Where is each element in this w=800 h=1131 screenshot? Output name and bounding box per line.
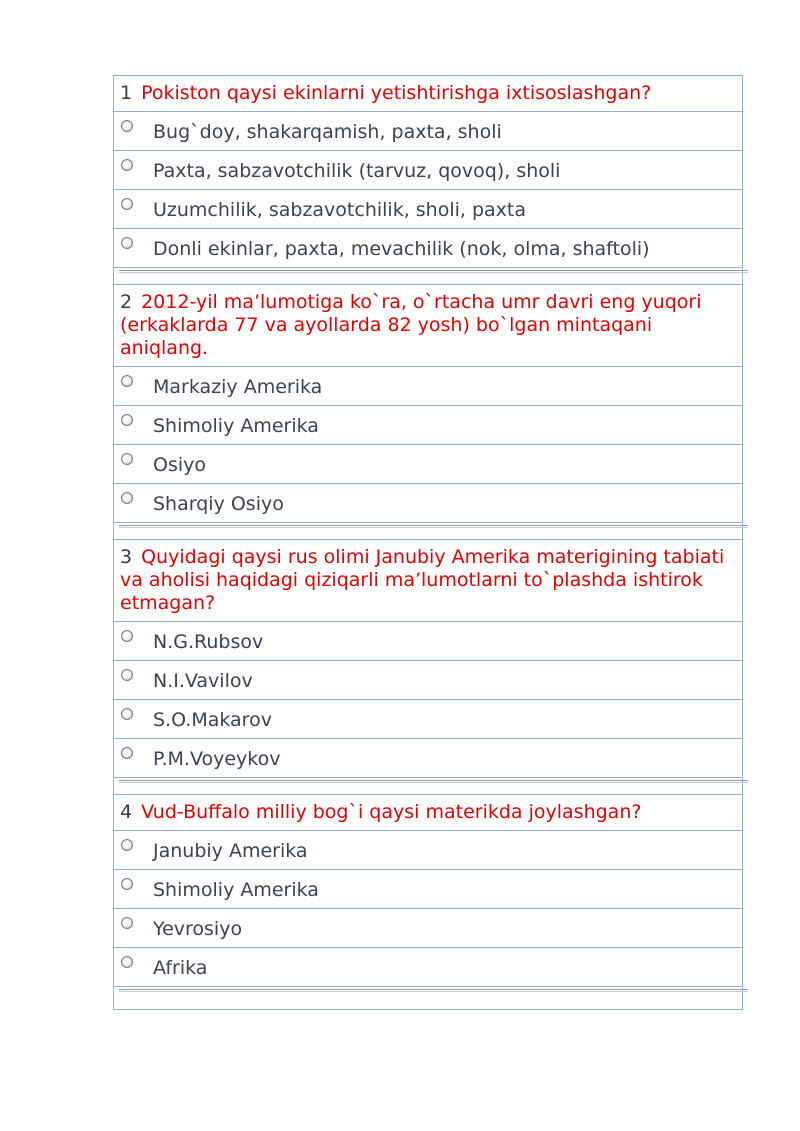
divider-line [119, 989, 748, 992]
divider-line [119, 270, 748, 273]
question-2 [114, 285, 742, 367]
radio-button-icon[interactable] [121, 375, 133, 387]
answer-option[interactable] [114, 700, 742, 739]
radio-button-icon[interactable] [121, 917, 133, 929]
answer-option-label: Shimoliy Amerika [153, 879, 319, 901]
answer-option-label: Donli ekinlar, paxta, mevachilik (nok, olma, shaftoli) [153, 238, 650, 260]
answer-option[interactable] [114, 190, 742, 229]
answer-option-label: Afrika [153, 957, 208, 979]
question-text: Quyidagi qaysi rus olimi Janubiy Amerika materigining tabiati va aholisi haqidagi qiziqarli ma’lumotlarni to`plashda ishtirok etmagan? [120, 546, 725, 614]
radio-button-icon[interactable] [121, 120, 133, 132]
answer-option[interactable] [114, 909, 742, 948]
question-separator [114, 523, 742, 540]
question-text: 2012-yil ma’lumotiga ko`ra, o`rtacha umr davri eng yuqori (erkaklarda 77 va ayollarda 82 yosh) bo`lgan mintaqani aniqlang. [120, 291, 702, 359]
radio-button-icon[interactable] [121, 708, 133, 720]
answer-option-label: P.M.Voyeykov [153, 748, 281, 770]
question-separator [114, 778, 742, 795]
answer-option[interactable] [114, 948, 742, 987]
radio-button-icon[interactable] [121, 878, 133, 890]
answer-option[interactable] [114, 484, 742, 523]
answer-option[interactable] [114, 661, 742, 700]
answer-option[interactable] [114, 367, 742, 406]
answer-option-label: N.G.Rubsov [153, 631, 264, 653]
radio-button-icon[interactable] [121, 453, 133, 465]
radio-button-icon[interactable] [121, 956, 133, 968]
answer-option-label: Paxta, sabzavotchilik (tarvuz, qovoq), sholi [153, 160, 561, 182]
question-separator [114, 268, 742, 285]
question-4 [114, 795, 742, 831]
question-3 [114, 540, 742, 622]
radio-button-icon[interactable] [121, 159, 133, 171]
radio-button-icon[interactable] [121, 414, 133, 426]
answer-option-label: Uzumchilik, sabzavotchilik, sholi, paxta [153, 199, 527, 221]
question-number: 4 [120, 801, 133, 823]
radio-button-icon[interactable] [121, 492, 133, 504]
answer-option[interactable] [114, 112, 742, 151]
radio-button-icon[interactable] [121, 237, 133, 249]
radio-button-icon[interactable] [121, 669, 133, 681]
answer-option[interactable] [114, 445, 742, 484]
radio-button-icon[interactable] [121, 198, 133, 210]
question-number: 1 [120, 82, 133, 104]
divider-line [119, 525, 748, 528]
quiz-table [113, 75, 743, 1010]
answer-option[interactable] [114, 739, 742, 778]
answer-option-label: N.I.Vavilov [153, 670, 253, 692]
radio-button-icon[interactable] [121, 839, 133, 851]
answer-option[interactable] [114, 406, 742, 445]
answer-option[interactable] [114, 229, 742, 268]
answer-option-label: Bug`doy, shakarqamish, paxta, sholi [153, 121, 502, 143]
divider-line [119, 780, 748, 783]
answer-option-label: Osiyo [153, 454, 207, 476]
answer-option[interactable] [114, 870, 742, 909]
question-number: 3 [120, 546, 133, 568]
answer-option-label: Yevrosiyo [153, 918, 243, 940]
question-number: 2 [120, 291, 133, 313]
radio-button-icon[interactable] [121, 747, 133, 759]
question-separator [114, 987, 742, 1010]
answer-option-label: Shimoliy Amerika [153, 415, 319, 437]
answer-option-label: S.O.Makarov [153, 709, 272, 731]
radio-button-icon[interactable] [121, 630, 133, 642]
answer-option[interactable] [114, 622, 742, 661]
answer-option[interactable] [114, 831, 742, 870]
answer-option-label: Janubiy Amerika [153, 840, 308, 862]
question-text: Vud-Buffalo milliy bog`i qaysi materikda joylashgan? [141, 801, 642, 823]
answer-option-label: Markaziy Amerika [153, 376, 323, 398]
question-1 [114, 76, 742, 112]
answer-option-label: Sharqiy Osiyo [153, 493, 284, 515]
answer-option[interactable] [114, 151, 742, 190]
question-text: Pokiston qaysi ekinlarni yetishtirishga ixtisoslashgan? [141, 82, 652, 104]
